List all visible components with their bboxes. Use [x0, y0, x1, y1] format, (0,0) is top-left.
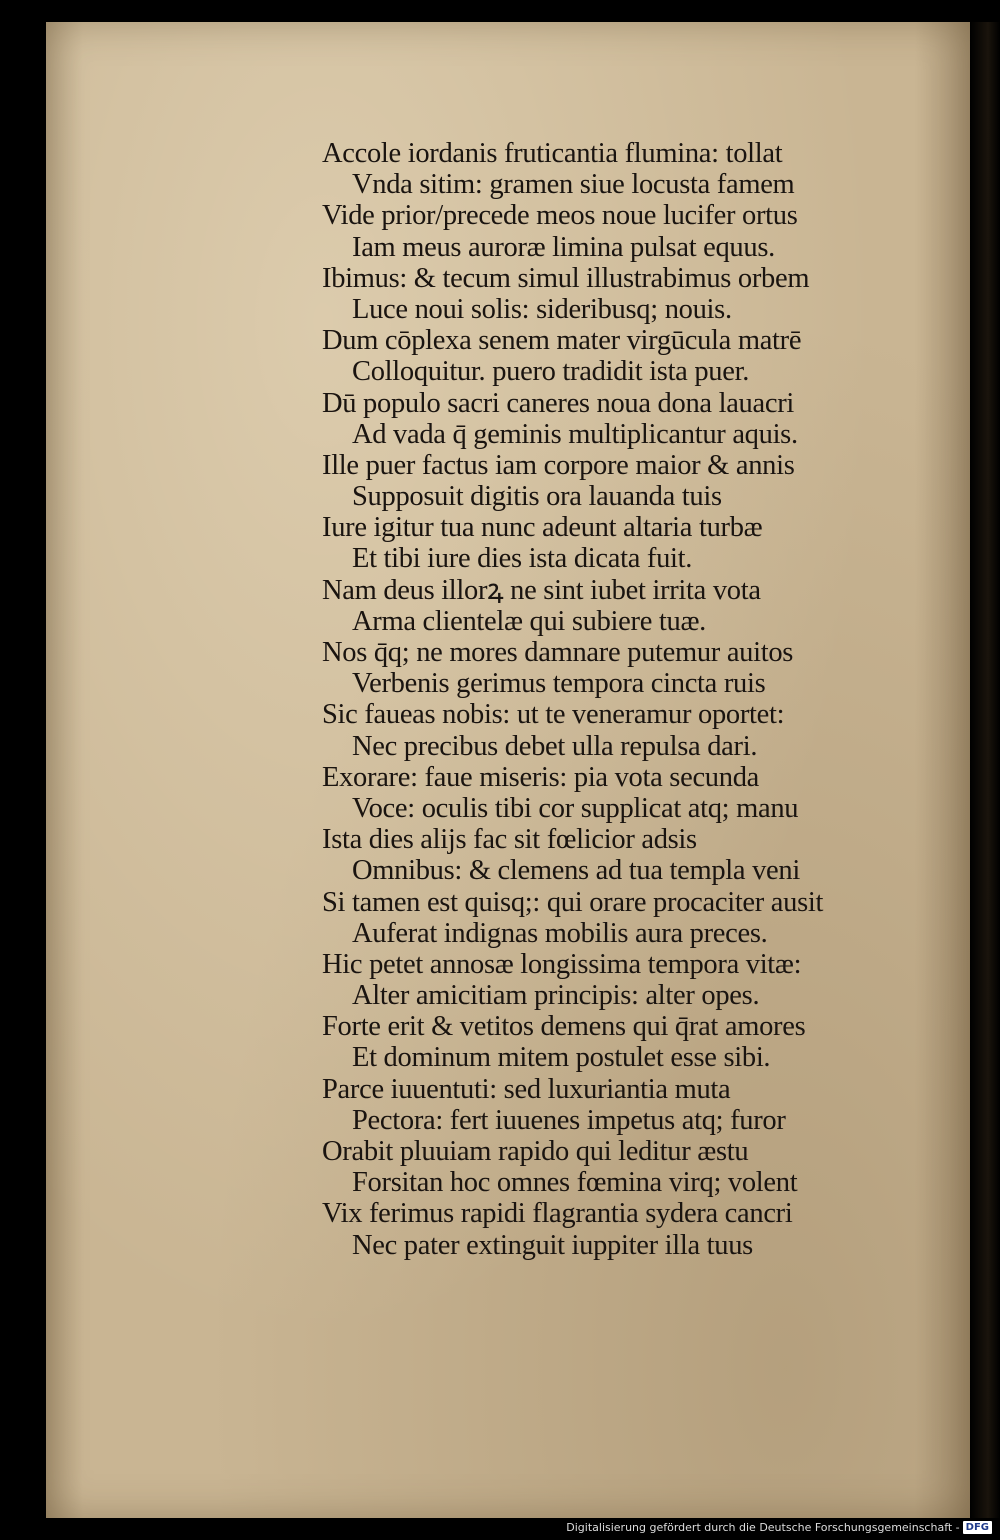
verse-line: Accole iordanis fruticantia flumina: tollat — [322, 138, 783, 169]
verse-line: Forsitan hoc omnes fœmina virq; volent — [352, 1167, 798, 1199]
verse-line: Ille puer factus iam corpore maior & annis — [322, 449, 795, 481]
verse-line: Si tamen est quisq;: qui orare procaciter ausit — [322, 886, 824, 918]
verse-line: Forte erit & vetitos demens qui q̄rat amores — [322, 1011, 806, 1043]
verse-line: Nam deus illorꝝ ne sint iubet irrita vota — [322, 574, 761, 606]
verse-line: Sic faueas nobis: ut te veneramur oportet: — [322, 699, 785, 731]
facing-page-edge — [970, 22, 1000, 1518]
verse-line: Parce iuuentuti: sed luxuriantia muta — [322, 1073, 731, 1105]
verse-line: Iam meus auroræ limina pulsat equus. — [352, 231, 775, 263]
verse-line: Alter amicitiam principis: alter opes. — [352, 980, 760, 1012]
verse-line: Arma clientelæ qui subiere tuæ. — [352, 605, 706, 637]
verse-line: Hic petet annosæ longissima tempora vitæ: — [322, 948, 802, 980]
verse-text-block — [318, 138, 918, 1261]
verse-line: Pectora: fert iuuenes impetus atq; furor — [352, 1104, 786, 1136]
verse-line: Ibimus: & tecum simul illustrabimus orbem — [322, 262, 810, 294]
verse-line: Exorare: faue miseris: pia vota secunda — [322, 761, 759, 793]
verse-line: Dū populo sacri caneres noua dona lauacri — [322, 387, 795, 419]
digitization-credit — [566, 1521, 992, 1535]
verse-line: Nec pater extinguit iuppiter illa tuus — [352, 1229, 753, 1261]
verse-line: Orabit pluuiam rapido qui leditur æstu — [322, 1136, 749, 1167]
verse-line: Iure igitur tua nunc adeunt altaria turbæ — [322, 512, 763, 544]
verse-line: Vnda sitim: gramen siue locusta famem — [352, 169, 795, 201]
verse-line: Verbenis gerimus tempora cincta ruis — [352, 668, 766, 700]
verse-line: Dum cōplexa senem mater virgūcula matrē — [322, 325, 802, 357]
verse-line: Voce: oculis tibi cor supplicat atq; manu — [352, 792, 799, 824]
verse-line: Colloquitur. puero tradidit ista puer. — [352, 356, 750, 388]
verse-line: Et tibi iure dies ista dicata fuit. — [352, 543, 693, 575]
verse-line: Vix ferimus rapidi flagrantia sydera cancri — [322, 1198, 793, 1230]
verse-line: Luce noui solis: sideribusq; nouis. — [352, 293, 732, 325]
book-page — [46, 22, 970, 1518]
verse-line: Ista dies alijs fac sit fœlicior adsis — [322, 824, 697, 856]
verse-line: Nos q̄q; ne mores damnare putemur auitos — [322, 637, 794, 668]
verse-line: Auferat indignas mobilis aura preces. — [352, 917, 768, 949]
verse-line: Vide prior/precede meos noue lucifer ortus — [322, 200, 798, 232]
verse-line: Omnibus: & clemens ad tua templa veni — [352, 855, 800, 887]
verse-line: Nec precibus debet ulla repulsa dari. — [352, 730, 758, 762]
verse-line: Ad vada q̄ geminis multiplicantur aquis. — [352, 418, 798, 450]
credit-text: Digitalisierung gefördert durch die Deutsche Forschungsgemeinschaft - — [566, 1520, 960, 1534]
verse-line: Et dominum mitem postulet esse sibi. — [352, 1042, 771, 1074]
verse-line: Supposuit digitis ora lauanda tuis — [352, 481, 722, 513]
dfg-logo: DFG — [963, 1521, 992, 1534]
